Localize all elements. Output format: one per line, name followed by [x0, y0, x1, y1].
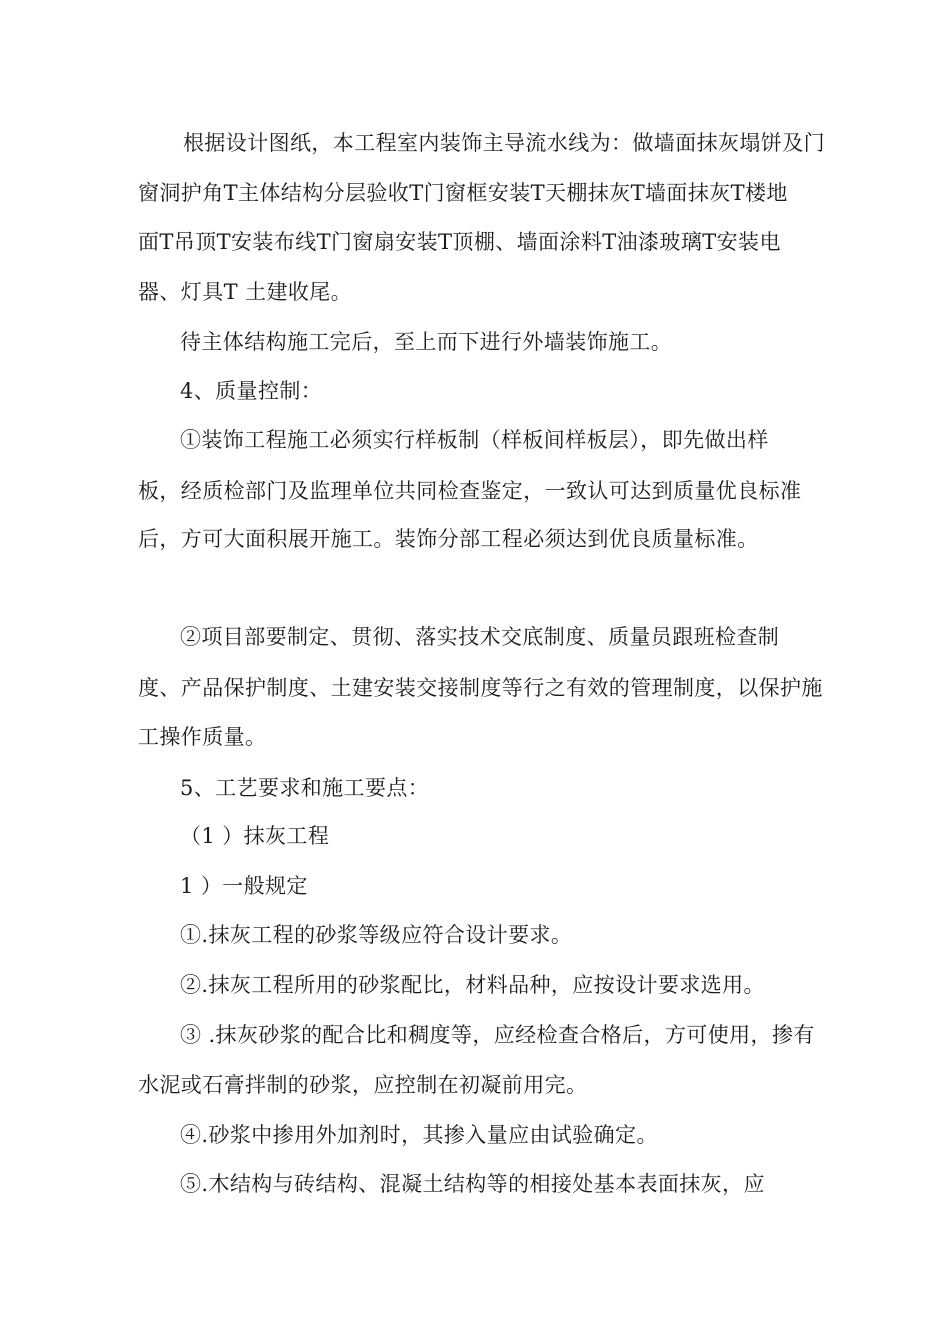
- text-line: ④.砂浆中掺用外加剂时，其掺入量应由试验确定。: [180, 1123, 658, 1147]
- subsection-heading: （1 ）抹灰工程: [180, 824, 330, 848]
- text-line: 水泥或石膏拌制的砂浆，应控制在初凝前用完。: [138, 1073, 588, 1097]
- text-line: ②项目部要制定、贯彻、落实技术交底制度、质量员跟班检查制: [180, 625, 780, 649]
- section-heading: 5、工艺要求和施工要点：: [180, 776, 430, 800]
- subsection-heading: 1 ）一般规定: [180, 874, 308, 898]
- text-line: ①.抹灰工程的砂浆等级应符合设计要求。: [180, 923, 573, 947]
- text-line: 度、产品保护制度、土建安装交接制度等行之有效的管理制度，以保护施: [138, 676, 823, 700]
- text-line: 面T吊顶T安装布线T门窗扇安装T顶棚、墙面涂料T油漆玻璃T安装电: [138, 230, 781, 254]
- text-line: 工操作质量。: [138, 725, 267, 749]
- text-line: ②.抹灰工程所用的砂浆配比，材料品种，应按设计要求选用。: [180, 973, 765, 997]
- text-line: 根据设计图纸，本工程室内装饰主导流水线为：做墙面抹灰塌饼及门: [183, 131, 825, 155]
- text-line: ③ .抹灰砂浆的配合比和稠度等，应经检查合格后，方可使用，掺有: [180, 1023, 815, 1047]
- section-heading: 4、质量控制：: [180, 379, 323, 403]
- text-line: 待主体结构施工完后，至上而下进行外墙装饰施工。: [180, 330, 673, 354]
- text-line: 器、灯具T 土建收尾。: [138, 280, 353, 304]
- text-line: 后，方可大面积展开施工。装饰分部工程必须达到优良质量标准。: [138, 527, 759, 551]
- text-line: 窗洞护角T主体结构分层验收T门窗框安装T天棚抹灰T墙面抹灰T楼地: [138, 181, 788, 205]
- text-line: 板，经质检部门及监理单位共同检查鉴定，一致认可达到质量优良标准: [138, 479, 802, 503]
- text-line: ①装饰工程施工必须实行样板制（样板间样板层），即先做出样: [180, 428, 769, 452]
- text-line: ⑤.木结构与砖结构、混凝土结构等的相接处基本表面抹灰，应: [180, 1172, 765, 1196]
